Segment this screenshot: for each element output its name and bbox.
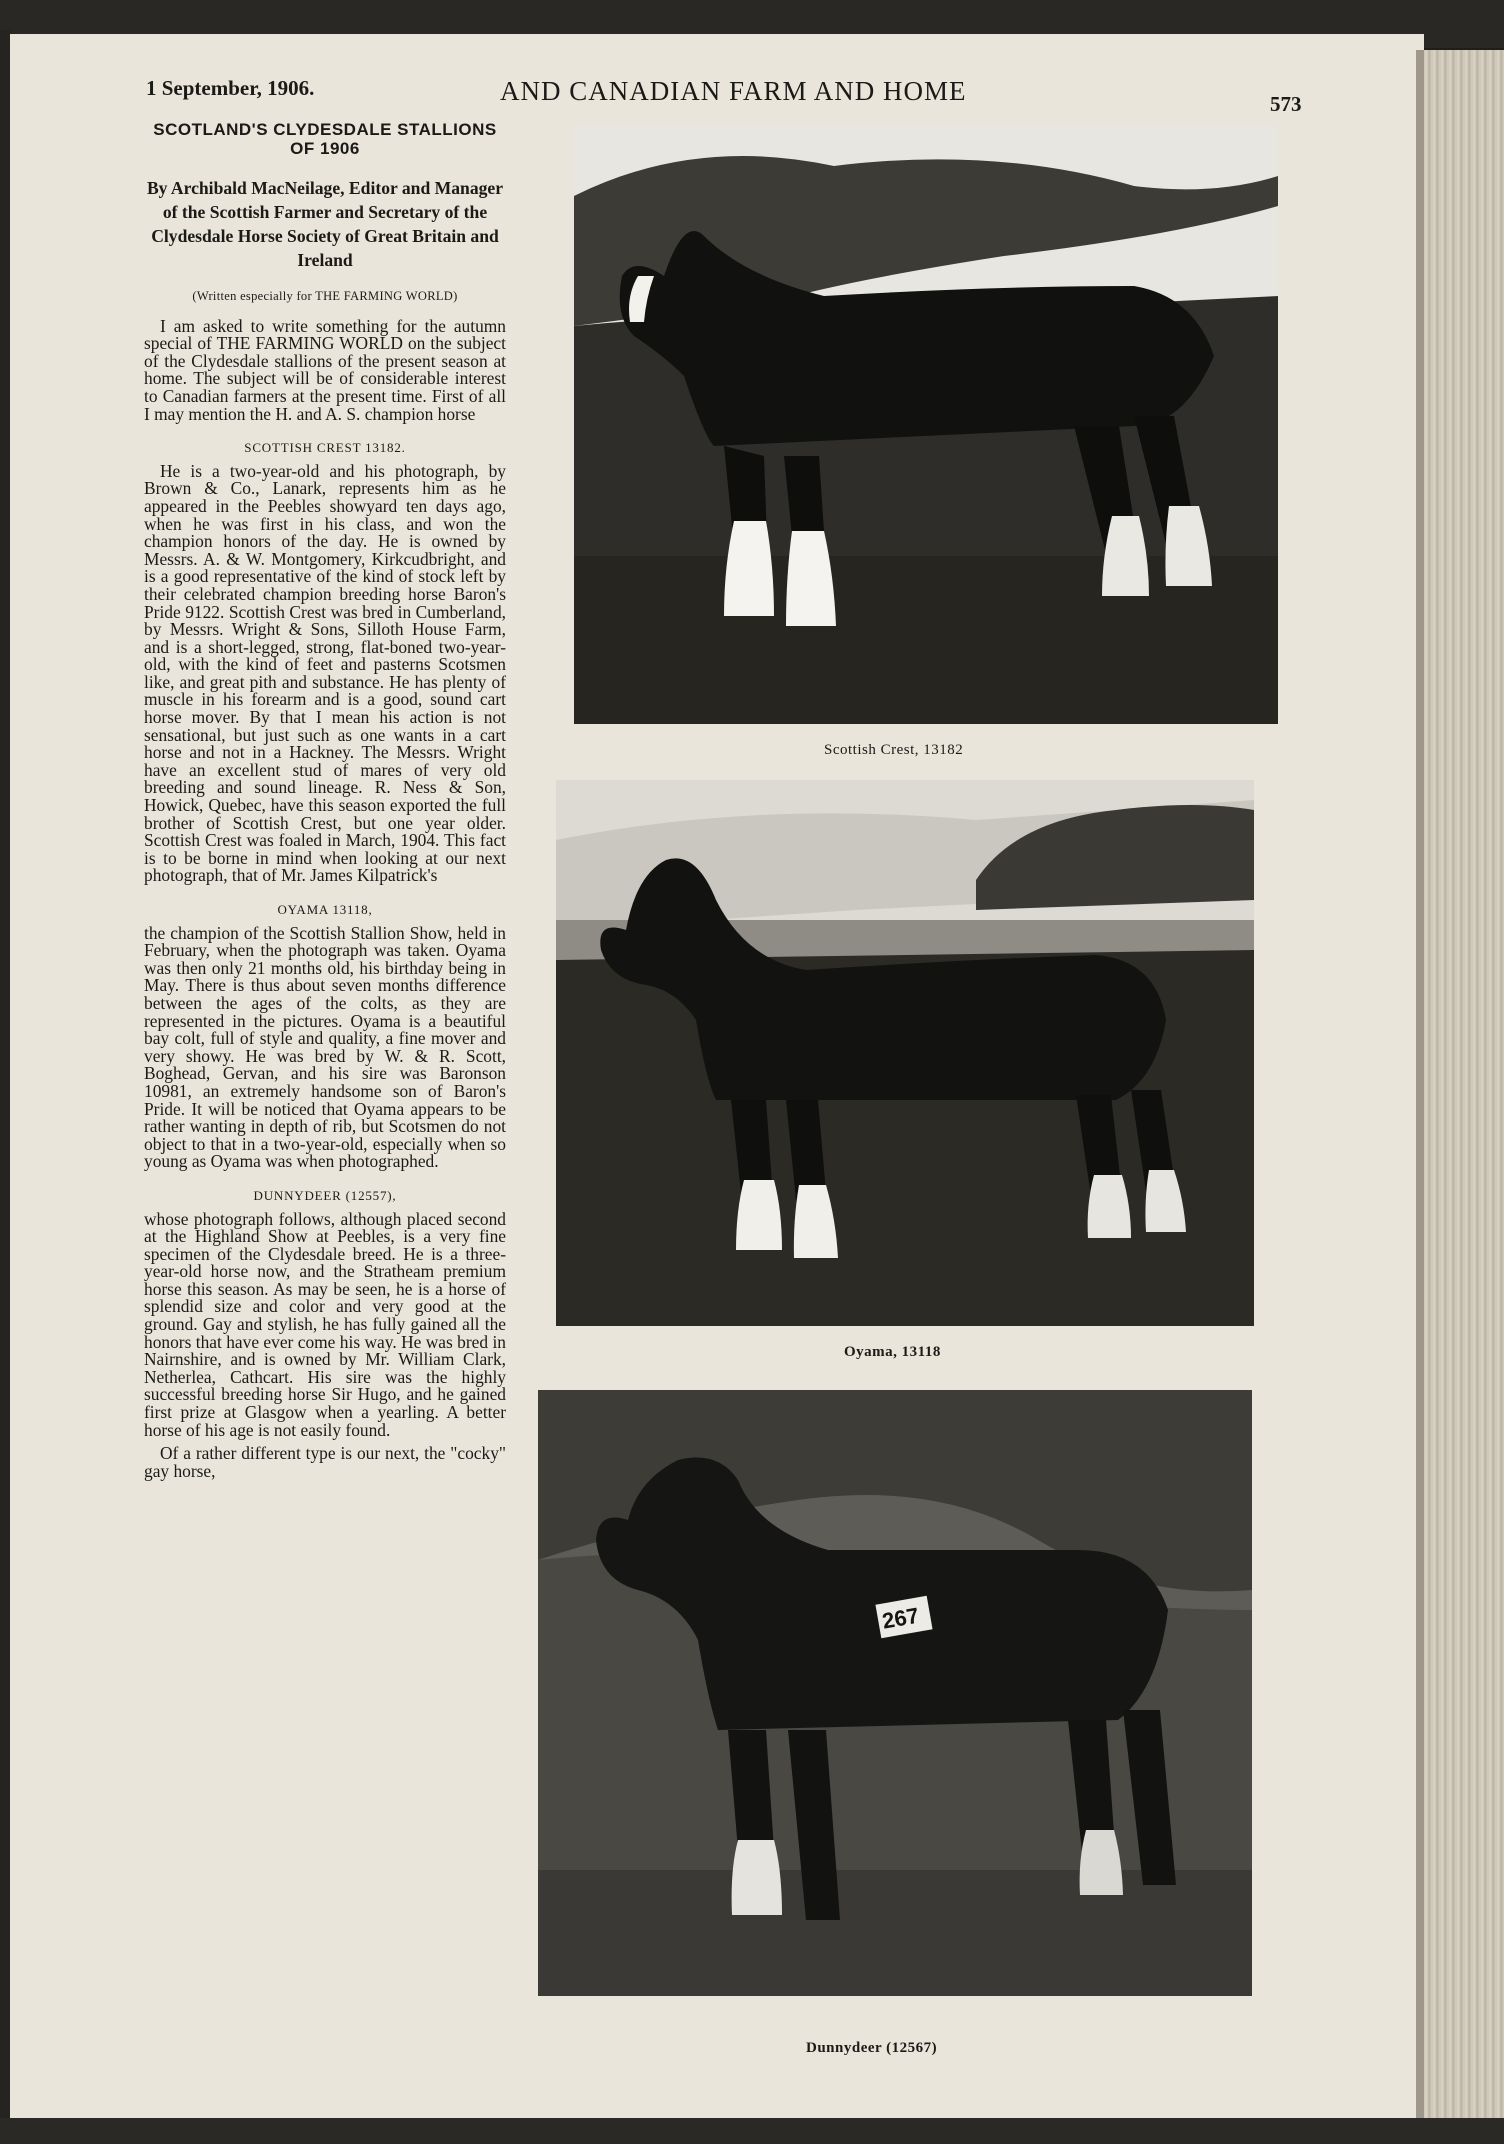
header-title: AND CANADIAN FARM AND HOME [500, 76, 967, 106]
photo-oyama [556, 780, 1254, 1326]
scan-bottom-border [0, 2118, 1504, 2144]
scan-left-border [0, 30, 10, 2130]
caption-oyama: Oyama, 13118 [844, 1344, 941, 1360]
paragraph-next: Of a rather different type is our next, the "cocky" gay horse, [144, 1443, 506, 1481]
paragraph-oyama: the champion of the Scottish Stallion Show, held in February, when the photograph was taken. Oyama was then only 21 months old, his birthday being in May. There is thus about seven months difference between the ages of the colts, as they are represented in the pictures. Oyama is a beautiful bay colt, full of style and quality, a fine mover and very showy. He was bred by W. & R. Scott, Boghead, Gervan, and his sire was Baronson 10981, an extremely handsome son of Baron's Pride. It will be noticed that Oyama appears to be rather wanting in depth of rib, but Scotsmen do not object to that in a two-year-old, especially when so young as Oyama was when photographed. [144, 922, 506, 1172]
article-title: SCOTLAND'S CLYDESDALE STALLIONS OF 1906 [153, 120, 497, 158]
page-number: 573 [1270, 92, 1302, 116]
caption-scottish-crest: Scottish Crest, 13182 [824, 742, 964, 758]
number-card: 267 [880, 1602, 921, 1634]
paragraph-scottish-crest: He is a two-year-old and his photograph, by Brown & Co., Lanark, represents him as he appeared in the Peebles showyard ten days ago, when he was first in his class, and won the champion honors of the day. He is owned by Messrs. A. & W. Montgomery, Kirkcudbright, and is a good representative of the kind of stock left by their celebrated champion breeding horse Baron's Pride 9122. Scottish Crest was bred in Cumberland, by Messrs. Wright & Sons, Silloth House Farm, and is a short-legged, strong, flat-boned two-year-old, with the kind of feet and pasterns Scotsmen like, and great pith and substance. He has plenty of muscle in his forearm and is a good, sound cart horse mover. By that I mean his action is not sensational, but just such as one wants in a cart horse and not in a Hackney. The Messrs. Wright have an excellent stud of mares of very old breeding and sound lineage. R. Ness & Son, Howick, Quebec, have this season exported the full brother of Scottish Crest, but one year older. Scottish Crest was foaled in March, 1904. This fact is to be borne in mind when looking at our next photograph, that of Mr. James Kilpatrick's [144, 460, 506, 886]
paragraph-dunnydeer: whose photograph follows, although placed second at the Highland Show at Peebles, is a very fine specimen of the Clydesdale breed. He is a three-year-old horse now, and the Stratheam premium horse this season. As may be seen, he is a horse of splendid size and color and very good at the ground. Gay and stylish, he has fully gained all the honors that have ever come his way. He was bred in Nairnshire, and is owned by Mr. William Clark, Netherlea, Cathcart. His sire was the highly successful breeding horse Sir Hugo, and he gained first prize at Glasgow when a yearling. A better horse of his age is not easily found. [144, 1208, 506, 1440]
horse-photo-icon [538, 1390, 1252, 1996]
horse-photo-icon [574, 126, 1278, 724]
photo-scottish-crest [574, 126, 1278, 724]
caption-dunnydeer: Dunnydeer (12567) [806, 2040, 938, 2056]
header-date: 1 September, 1906. [146, 76, 315, 100]
page-stack-edge [1424, 50, 1504, 2144]
article-note: (Written especially for THE FARMING WORLD) [192, 289, 458, 303]
article-column [144, 120, 506, 1480]
subhead-dunnydeer: DUNNYDEER (12557), [253, 1187, 397, 1203]
intro-paragraph: I am asked to write something for the autumn special of THE FARMING WORLD on the subject of the Clydesdale stallions of the present season at home. The subject will be of considerable interest to Canadian farmers at the present time. First of all I may mention the H. and A. S. champion horse [144, 315, 506, 424]
photo-dunnydeer [538, 1390, 1252, 1996]
subhead-oyama: OYAMA 13118, [277, 902, 373, 917]
horse-photo-icon [556, 780, 1254, 1326]
subhead-scottish-crest: SCOTTISH CREST 13182. [244, 440, 406, 456]
article-byline: By Archibald MacNeilage, Editor and Manager of the Scottish Farmer and Secretary of the Clydesdale Horse Society of Great Britain and Ireland [146, 178, 504, 270]
